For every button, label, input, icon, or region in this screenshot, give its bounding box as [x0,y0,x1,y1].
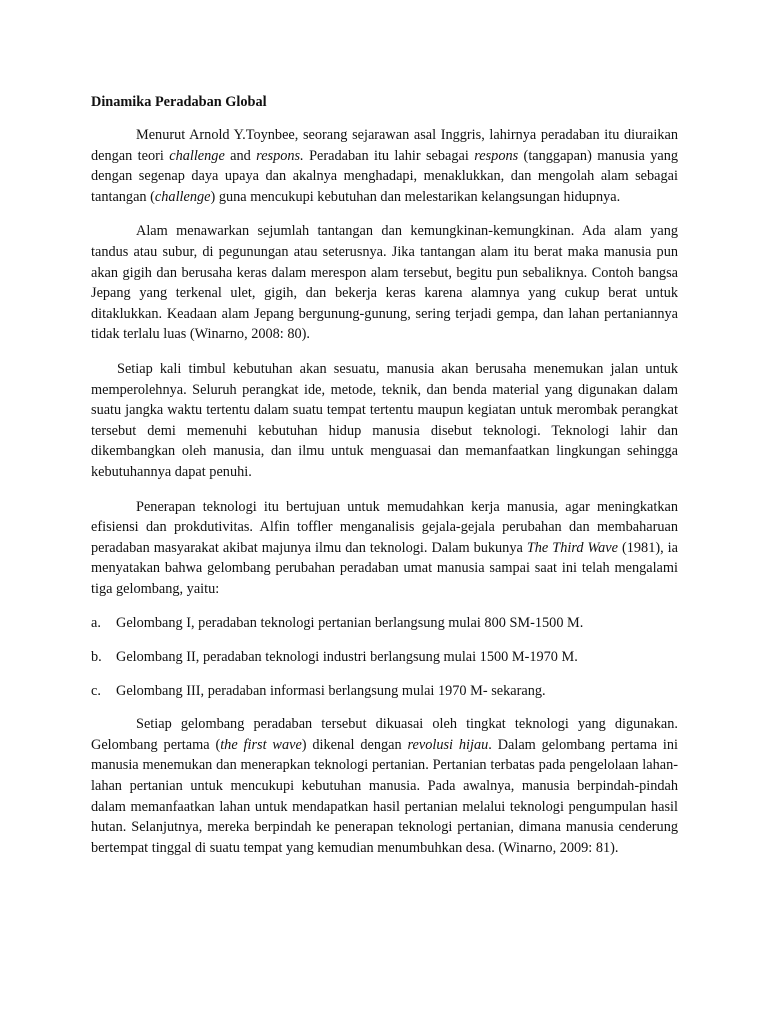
p1-text-a: Menurut Arnold Y.Toynbee, seorang sejarawan asal Inggris, lahirnya peradaban itu diuraikan dengan teori [91,127,678,164]
list-marker: c. [91,682,101,699]
list-text: Gelombang II, peradaban teknologi industri berlangsung mulai 1500 M-1970 M. [116,649,578,666]
p5-text-e: . Dalam gelombang pertama ini manusia menemukan dan menerapkan teknologi pertanian. Pertanian terbatas pada pengelolaan lahan-lahan pertanian untuk mencukupi kebutuhan manusia. Pada awalnya, manusia berpindah-pindah dalam memanfaatkan lahan untuk mendapatkan hasil pertanian melalui teknologi pengumpulan hasil hutan. Selanjutnya, mereka berpindah ke penerapan teknologi pertanian, dimana manusia cenderung bertempat tinggal di suatu tempat yang kemudian menumbuhkan desa. (Winarno, 2009: 81). [91,736,679,856]
paragraph-3: Setiap kali timbul kebutuhan akan sesuatu, manusia akan berusaha menemukan jalan untuk memperolehnya. Seluruh perangkat ide, metode, teknik, dan benda material yang digunakan dalam suatu jangka waktu tertentu dalam suatu tempat tertentu maupun kegiatan untuk merombak perangkat tersebut demi memenuhi kebutuhan hidup manusia disebut teknologi. Teknologi lahir dan dikembangkan oleh manusia, dan ilmu untuk menguasai dan memanfaatkan lingkungan sehingga kebutuhannya dapat penuhi. [91,360,678,480]
paragraph-5 [91,714,678,858]
list-text: Gelombang I, peradaban teknologi pertanian berlangsung mulai 800 SM-1500 M. [116,615,584,632]
p4-italic-book-title: The Third Wave [526,539,618,556]
list-text: Gelombang III, peradaban informasi berlangsung mulai 1970 M- sekarang. [116,682,546,699]
p5-text-c: ) dikenal dengan [301,736,408,753]
p4-text-a: Penerapan teknologi itu bertujuan untuk memudahkan kerja manusia, agar meningkatkan efisiensi dan prokdutivitas. Alfin toffler menganalisis gejala-gejala perubahan dan membaharuan peradaban masyarakat akibat majunya ilmu dan teknologi. Dalam bukunya [91,498,678,556]
p1-italic-challenge-2: challenge [154,188,211,205]
p1-italic-respons-2: respons [474,147,519,164]
p4-text-c: (1981), ia menyatakan bahwa gelombang perubahan peradaban umat manusia sampai saat ini telah mengalami tiga gelombang, yaitu: [91,539,679,597]
list-marker: b. [91,649,102,666]
list-item [91,647,678,668]
paragraph-4 [91,497,678,600]
p1-italic-challenge: challenge [169,147,225,164]
p1-italic-respons: respons. [256,147,304,164]
paragraph-1 [91,125,678,207]
p1-text-g: (tanggapan) manusia yang dengan segenap daya upaya dan akalnya menghadapi, menaklukkan, dan mengolah alam sebagai tantangan ( [91,147,678,205]
p1-text-c: and [224,147,257,164]
list-item [91,613,678,634]
p5-italic-first-wave: the first wave [220,736,302,753]
list-marker: a. [91,615,101,632]
paragraph-2: Alam menawarkan sejumlah tantangan dan kemungkinan-kemungkinan. Ada alam yang tandus atau subur, di pegunungan atau seterusnya. Jika tantangan alam itu berat maka manusia pun akan gigih dan berusaha keras dalam merespon alam tersebut, begitu pun sebaliknya. Contoh bangsa Jepang yang terkenal ulet, gigih, dan bekerja keras karena alamnya yang cukup berat untuk ditaklukkan. Keadaan alam Jepang bergunung-gunung, sering terjadi gempa, dan lahan pertaniannya tidak terlalu luas (Winarno, 2008: 80). [91,223,678,343]
p5-text-a: Setiap gelombang peradaban tersebut dikuasai oleh tingkat teknologi yang digunakan. Gelombang pertama ( [91,716,678,753]
p1-text-e: Peradaban itu lahir sebagai [303,147,475,164]
p5-italic-revolusi-hijau: revolusi hijau [407,736,489,753]
list-item [91,681,678,702]
p1-text-i: ) guna mencukupi kebutuhan dan melestarikan kelangsungan hidupnya. [210,188,621,205]
document-title: Dinamika Peradaban Global [91,94,267,110]
